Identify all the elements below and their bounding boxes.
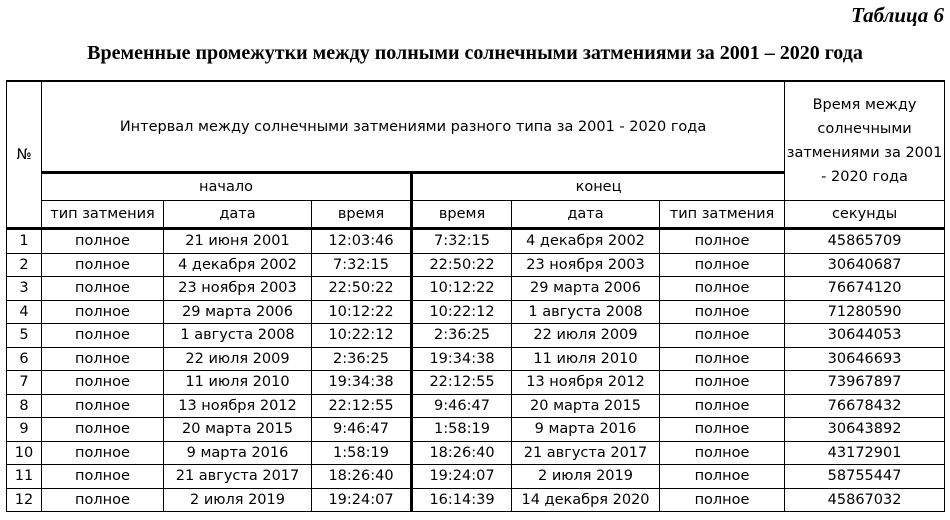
end-date-cell: 11 июля 2010 [512, 347, 660, 371]
table-row [7, 488, 945, 512]
seconds-cell: 30640687 [785, 253, 945, 277]
end-type-cell: полное [660, 488, 785, 512]
row-number-cell: 3 [7, 277, 42, 301]
row-number-cell: 1 [7, 229, 42, 254]
start-type-cell: полное [42, 488, 164, 512]
table-row [7, 229, 945, 254]
seconds-cell: 30644053 [785, 324, 945, 348]
seconds-cell: 43172901 [785, 441, 945, 465]
seconds-cell: 58755447 [785, 465, 945, 489]
seconds-cell: 76674120 [785, 277, 945, 301]
end-time-cell: 18:26:40 [412, 441, 512, 465]
start-date-cell: 2 июля 2019 [164, 488, 312, 512]
start-time-cell: 1:58:19 [312, 441, 412, 465]
table-row [7, 300, 945, 324]
start-time-cell: 19:34:38 [312, 371, 412, 395]
start-date-cell: 21 августа 2017 [164, 465, 312, 489]
start-type-cell: полное [42, 300, 164, 324]
table-row [7, 324, 945, 348]
end-time-cell: 22:50:22 [412, 253, 512, 277]
end-type-cell: полное [660, 229, 785, 254]
start-time-cell: 22:50:22 [312, 277, 412, 301]
header-start: начало [42, 173, 412, 201]
end-time-cell: 2:36:25 [412, 324, 512, 348]
table-row [7, 465, 945, 489]
seconds-cell: 30646693 [785, 347, 945, 371]
end-type-cell: полное [660, 371, 785, 395]
end-time-cell: 1:58:19 [412, 418, 512, 442]
start-type-cell: полное [42, 441, 164, 465]
end-type-cell: полное [660, 465, 785, 489]
start-type-cell: полное [42, 347, 164, 371]
end-time-cell: 22:12:55 [412, 371, 512, 395]
start-date-cell: 20 марта 2015 [164, 418, 312, 442]
start-time-cell: 12:03:46 [312, 229, 412, 254]
start-type-cell: полное [42, 324, 164, 348]
start-time-cell: 2:36:25 [312, 347, 412, 371]
end-date-cell: 13 ноября 2012 [512, 371, 660, 395]
table-row [7, 418, 945, 442]
end-time-cell: 16:14:39 [412, 488, 512, 512]
start-time-cell: 10:22:12 [312, 324, 412, 348]
end-type-cell: полное [660, 300, 785, 324]
end-date-cell: 21 августа 2017 [512, 441, 660, 465]
header-end-date: дата [512, 201, 660, 229]
end-date-cell: 9 марта 2016 [512, 418, 660, 442]
end-date-cell: 14 декабря 2020 [512, 488, 660, 512]
table-row [7, 394, 945, 418]
table-label: Таблица 6 [851, 3, 944, 27]
start-date-cell: 21 июня 2001 [164, 229, 312, 254]
header-number: № [7, 81, 42, 229]
header-start-type: тип затмения [42, 201, 164, 229]
end-date-cell: 2 июля 2019 [512, 465, 660, 489]
end-time-cell: 19:24:07 [412, 465, 512, 489]
header-end-type: тип затмения [660, 201, 785, 229]
header-end: конец [412, 173, 785, 201]
seconds-cell: 76678432 [785, 394, 945, 418]
end-date-cell: 4 декабря 2002 [512, 229, 660, 254]
start-date-cell: 13 ноября 2012 [164, 394, 312, 418]
start-date-cell: 4 декабря 2002 [164, 253, 312, 277]
table-row [7, 441, 945, 465]
end-type-cell: полное [660, 253, 785, 277]
eclipse-intervals-table [6, 80, 945, 512]
row-number-cell: 2 [7, 253, 42, 277]
row-number-cell: 4 [7, 300, 42, 324]
start-date-cell: 11 июля 2010 [164, 371, 312, 395]
start-date-cell: 1 августа 2008 [164, 324, 312, 348]
end-type-cell: полное [660, 394, 785, 418]
start-date-cell: 9 марта 2016 [164, 441, 312, 465]
table-row [7, 347, 945, 371]
row-number-cell: 9 [7, 418, 42, 442]
end-type-cell: полное [660, 324, 785, 348]
seconds-cell: 73967897 [785, 371, 945, 395]
start-type-cell: полное [42, 371, 164, 395]
start-time-cell: 10:12:22 [312, 300, 412, 324]
end-type-cell: полное [660, 347, 785, 371]
start-type-cell: полное [42, 394, 164, 418]
row-number-cell: 6 [7, 347, 42, 371]
start-type-cell: полное [42, 418, 164, 442]
end-type-cell: полное [660, 277, 785, 301]
end-time-cell: 7:32:15 [412, 229, 512, 254]
header-seconds: секунды [785, 201, 945, 229]
start-type-cell: полное [42, 277, 164, 301]
start-time-cell: 22:12:55 [312, 394, 412, 418]
row-number-cell: 11 [7, 465, 42, 489]
end-time-cell: 19:34:38 [412, 347, 512, 371]
start-time-cell: 19:24:07 [312, 488, 412, 512]
header-duration: Время между солнечными затмениями за 2001 - 2020 года [785, 81, 945, 201]
seconds-cell: 45867032 [785, 488, 945, 512]
row-number-cell: 10 [7, 441, 42, 465]
header-start-date: дата [164, 201, 312, 229]
start-time-cell: 7:32:15 [312, 253, 412, 277]
end-date-cell: 29 марта 2006 [512, 277, 660, 301]
start-date-cell: 23 ноября 2003 [164, 277, 312, 301]
end-date-cell: 22 июля 2009 [512, 324, 660, 348]
header-start-time: время [312, 201, 412, 229]
seconds-cell: 45865709 [785, 229, 945, 254]
row-number-cell: 5 [7, 324, 42, 348]
table-row [7, 253, 945, 277]
end-type-cell: полное [660, 418, 785, 442]
table-row [7, 371, 945, 395]
seconds-cell: 30643892 [785, 418, 945, 442]
start-time-cell: 18:26:40 [312, 465, 412, 489]
seconds-cell: 71280590 [785, 300, 945, 324]
header-end-time: время [412, 201, 512, 229]
end-time-cell: 10:22:12 [412, 300, 512, 324]
start-time-cell: 9:46:47 [312, 418, 412, 442]
start-date-cell: 22 июля 2009 [164, 347, 312, 371]
start-type-cell: полное [42, 465, 164, 489]
table-row [7, 277, 945, 301]
end-date-cell: 23 ноября 2003 [512, 253, 660, 277]
end-time-cell: 9:46:47 [412, 394, 512, 418]
end-date-cell: 1 августа 2008 [512, 300, 660, 324]
end-time-cell: 10:12:22 [412, 277, 512, 301]
start-date-cell: 29 марта 2006 [164, 300, 312, 324]
row-number-cell: 7 [7, 371, 42, 395]
row-number-cell: 12 [7, 488, 42, 512]
document-title: Временные промежутки между полными солнечными затмениями за 2001 – 2020 года [87, 42, 863, 64]
end-type-cell: полное [660, 441, 785, 465]
start-type-cell: полное [42, 253, 164, 277]
row-number-cell: 8 [7, 394, 42, 418]
header-interval: Интервал между солнечными затмениями разного типа за 2001 - 2020 года [42, 81, 785, 173]
start-type-cell: полное [42, 229, 164, 254]
end-date-cell: 20 марта 2015 [512, 394, 660, 418]
